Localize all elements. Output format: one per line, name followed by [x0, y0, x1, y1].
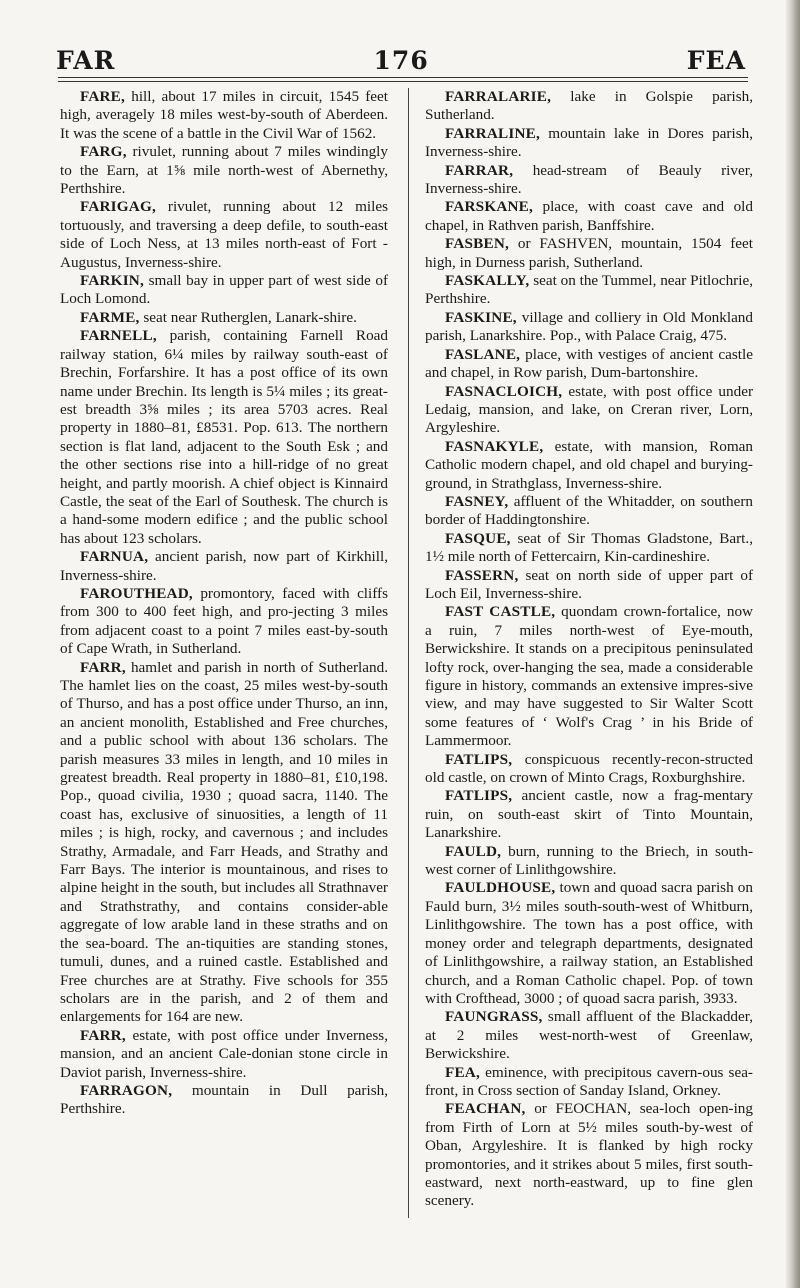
entry-text: hamlet and parish in north of Sutherland. The hamlet lies on the coast, 25 miles west-by-south of Thurso, and has a post office under Thurso, an inn, an ancient monolith, Established and Free churches, and a public school with about 136 scholars. The parish measures 33 miles in length, and 10 miles in greatest breadth. Real property in 1880–81, £10,198. Pop., quoad civilia, 1930 ; quoad sacra, 1140. The coast has, exclusive of sinuosities, a length of 11 miles ; is high, rocky, and cavernous ; and includes Strathy, Armadale, and Farr Heads, and Strathy and Farr Bays. The interior is mountainous, and rises to alpine height in the south, but includes all Strathnaver and Strathstrathy, and contains consider-able aggregate of low arable land in these straths and on the sea-board. The an-tiquities are standing stones, tumuli, dunes, and a ruined castle. Established and Free churches are at Strathy. Five schools for 355 scholars are in the parish, and 2 of them and enlargements for 164 are new.: [60, 658, 388, 1026]
entry-text: lake in Golspie parish, Sutherland.: [425, 88, 753, 124]
gazetteer-entry: [60, 659, 388, 1027]
header-right-guide-word: FEA: [686, 45, 746, 75]
page-edge-shadow: [786, 0, 800, 1288]
left-column: [60, 88, 388, 1119]
entry-text: estate, with mansion, Roman Catholic modern chapel, and old chapel and burying-ground, in Strathglass, Inverness-shire.: [425, 437, 754, 492]
gazetteer-entry: [425, 787, 753, 842]
entry-text: rivulet, running about 12 miles tortuously, and traversing a deep defile, to south-east side of Loch Ness, at 13 miles north-east of Fort - Augustus, Inverness-shire.: [60, 198, 389, 271]
entry-headword: FEACHAN,: [445, 1100, 526, 1118]
gazetteer-entry: [425, 1100, 753, 1210]
entry-text: conspicuous recently-recon-structed old castle, on crown of Minto Crags, Roxburghshire.: [425, 750, 753, 787]
entry-text: seat on north side of upper part of Loch Eil, Inverness-shire.: [425, 566, 753, 602]
gazetteer-entry: [60, 198, 388, 272]
entry-headword: FARRALARIE,: [445, 88, 552, 105]
entry-headword: FASLANE,: [445, 345, 521, 363]
entry-headword: FARIGAG,: [80, 198, 156, 216]
gazetteer-entry: [60, 1082, 388, 1119]
gazetteer-entry: [425, 162, 753, 199]
entry-headword: FARSKANE,: [445, 198, 534, 216]
gazetteer-entry: [60, 272, 388, 309]
gazetteer-entry: [425, 235, 753, 272]
entry-headword: FARRAGON,: [80, 1081, 173, 1099]
running-header: [56, 40, 746, 80]
entry-text: seat on the Tummel, near Pitlochrie, Perthshire.: [425, 272, 753, 308]
page-number: 176: [373, 45, 429, 75]
gazetteer-entry: [425, 346, 753, 383]
entry-headword: FAULD,: [445, 842, 502, 860]
entry-headword: FASKALLY,: [445, 272, 530, 290]
gazetteer-entry: [60, 585, 388, 659]
header-left-guide-word: FAR: [56, 45, 116, 75]
entry-text: or FASHVEN, mountain, 1504 feet high, in Durness parish, Sutherland.: [425, 235, 753, 271]
entry-headword: FARG,: [80, 143, 127, 161]
entry-text: estate, with post office under Inverness, mansion, and an ancient Cale-donian stone circle in Daviot parish, Inverness-shire.: [60, 1026, 388, 1081]
entry-text: or FEOCHAN, sea-loch open-ing from Firth of Lorn at 5½ miles south-by-west of Oban, Argyleshire. It is flanked by high rocky promontories, and it strikes about 5 miles, first south-eastward, next north-eastward, up to fine glen scenery.: [425, 1100, 753, 1210]
gazetteer-entry: [425, 567, 753, 604]
entry-text: estate, with post office under Ledaig, mansion, and lake, on Creran river, Lorn, Argyleshire.: [425, 382, 754, 437]
entry-text: head-stream of Beauly river, Inverness-shire.: [425, 161, 753, 198]
entry-headword: FARNUA,: [80, 548, 149, 566]
gazetteer-entry: [425, 125, 753, 162]
header-rule: [58, 77, 748, 78]
entry-headword: FEA,: [445, 1063, 480, 1081]
entry-text: village and colliery in Old Monkland parish, Lanarkshire. Pop., with Palace Craig, 475.: [425, 308, 753, 345]
entry-text: rivulet, running about 7 miles windingly to the Earn, at 1⅝ mile north-west of Abernethy, Perthshire.: [60, 143, 388, 198]
entry-text: mountain lake in Dores parish, Inverness-shire.: [425, 124, 753, 161]
entry-text: seat of Sir Thomas Gladstone, Bart., 1½ mile north of Fettercairn, Kin-cardineshire.: [425, 529, 754, 566]
gazetteer-entry: [60, 88, 388, 143]
entry-headword: FATLIPS,: [445, 750, 513, 768]
entry-text: place, with vestiges of ancient castle and chapel, in Row parish, Dum-bartonshire.: [425, 345, 753, 382]
entry-text: hill, about 17 miles in circuit, 1545 feet high, averagely 18 miles west-by-south of Aberdeen. It was the scene of a battle in the Civil War of 1562.: [60, 88, 389, 142]
gazetteer-entry: [425, 438, 753, 493]
gazetteer-entry: [425, 1008, 753, 1063]
gazetteer-entry: [425, 843, 753, 880]
entry-headword: FARKIN,: [80, 272, 144, 290]
entry-headword: FAUNGRASS,: [445, 1008, 543, 1026]
entry-text: small bay in upper part of west side of Loch Lomond.: [60, 272, 388, 308]
gazetteer-entry: [425, 198, 753, 235]
entry-headword: FAROUTHEAD,: [80, 584, 193, 602]
entry-text: burn, running to the Briech, in south-west corner of Linlithgowshire.: [425, 842, 754, 879]
gazetteer-entry: [425, 751, 753, 788]
entry-text: eminence, with precipitous cavern-ous sea-front, in Cross section of Sanday Island, Orkney.: [425, 1063, 753, 1099]
entry-text: seat near Rutherglen, Lanark-shire.: [143, 308, 357, 326]
gazetteer-entry: [60, 548, 388, 585]
entry-text: quondam crown-fortalice, now a ruin, 7 miles north-west of Eye-mouth, Berwickshire. It stands on a precipitous peninsulated lofty rock, over-hanging the sea, made a considerable figure in history, commands an extensive impres-sive view, and may have suggested to Sir Walter Scott some features of ‘ Wolf's Crag ’ in his Bride of Lammermoor.: [425, 603, 754, 750]
entry-headword: FARR,: [80, 658, 126, 676]
gazetteer-entry: [425, 1064, 753, 1101]
gazetteer-entry: [60, 327, 388, 548]
right-column: [425, 88, 753, 1211]
entry-text: affluent of the Whitadder, on southern border of Haddingtonshire.: [425, 492, 754, 529]
entry-headword: FASQUE,: [445, 529, 511, 547]
entry-headword: FASSERN,: [445, 566, 519, 584]
column-divider: [408, 88, 409, 1218]
gazetteer-entry: [60, 143, 388, 198]
entry-headword: FARRALINE,: [445, 124, 540, 142]
entry-headword: FASNEY,: [445, 492, 509, 510]
gazetteer-entry: [60, 309, 388, 327]
gazetteer-entry: [425, 383, 753, 438]
entry-headword: FARME,: [80, 308, 140, 326]
entry-text: town and quoad sacra parish on Fauld burn, 3½ miles south-south-west of Whitburn, Linlithgowshire. The town has a post office, with money order and telegraph departments, designated of Linlithgowshire, a railway station, an Established church, and a Roman Catholic chapel. Pop. of town with Crofthead, 3000 ; of quoad sacra parish, 3933.: [425, 879, 753, 1007]
gazetteer-entry: [425, 493, 753, 530]
gazetteer-entry: [425, 309, 753, 346]
gazetteer-entry: [425, 879, 753, 1008]
entry-text: parish, containing Farnell Road railway station, 6¼ miles by railway south-east of Brechin, Forfarshire. It has a post office of its own name under Brechin. Its length is 5¼ miles ; its great-est breadth 3⅝ miles ; its area 5703 acres. Real property in 1880–81, £8531. Pop. 613. The northern section is flat land, adjacent to the South Esk ; and the other sections rise into a hill-ridge of no great height, and partly moorish. A chief object is Kinnaird Castle, the seat of the Earl of Southesk. The church is a hand-some modern edifice ; and the public school has about 123 scholars.: [60, 327, 388, 547]
entry-text: mountain in Dull parish, Perthshire.: [60, 1081, 388, 1118]
entry-headword: FASKINE,: [445, 308, 517, 326]
entry-text: ancient castle, now a frag-mentary ruin, on south-east skirt of Tinto Mountain, Lanarkshire.: [425, 787, 753, 842]
gazetteer-entry: [425, 530, 753, 567]
gazetteer-entry: [425, 272, 753, 309]
entry-text: promontory, faced with cliffs from 300 to 400 feet high, and pro-jecting 3 miles from adjacent coast to a point 7 miles east-by-south of Cape Wrath, in Sutherland.: [60, 584, 389, 658]
entry-text: small affluent of the Blackadder, at 2 miles west-north-west of Greenlaw, Berwickshire.: [425, 1008, 753, 1063]
entry-headword: FARR,: [80, 1026, 126, 1044]
gazetteer-entry: [60, 1027, 388, 1082]
entry-text: place, with coast cave and old chapel, in Rathven parish, Banffshire.: [425, 198, 753, 234]
entry-headword: FASBEN,: [445, 235, 509, 253]
entry-headword: FASNACLOICH,: [445, 382, 563, 400]
entry-headword: FARNELL,: [80, 327, 157, 345]
entry-headword: FARRAR,: [445, 161, 514, 179]
entry-headword: FARE,: [80, 88, 126, 105]
entry-headword: FAST CASTLE,: [445, 603, 556, 621]
entry-headword: FATLIPS,: [445, 787, 513, 805]
entry-text: ancient parish, now part of Kirkhill, Inverness-shire.: [60, 548, 388, 584]
entry-headword: FAULDHOUSE,: [445, 879, 556, 897]
header-rule: [58, 81, 748, 82]
entry-headword: FASNAKYLE,: [445, 437, 544, 455]
gazetteer-entry: [425, 603, 753, 750]
gazetteer-entry: [425, 88, 753, 125]
